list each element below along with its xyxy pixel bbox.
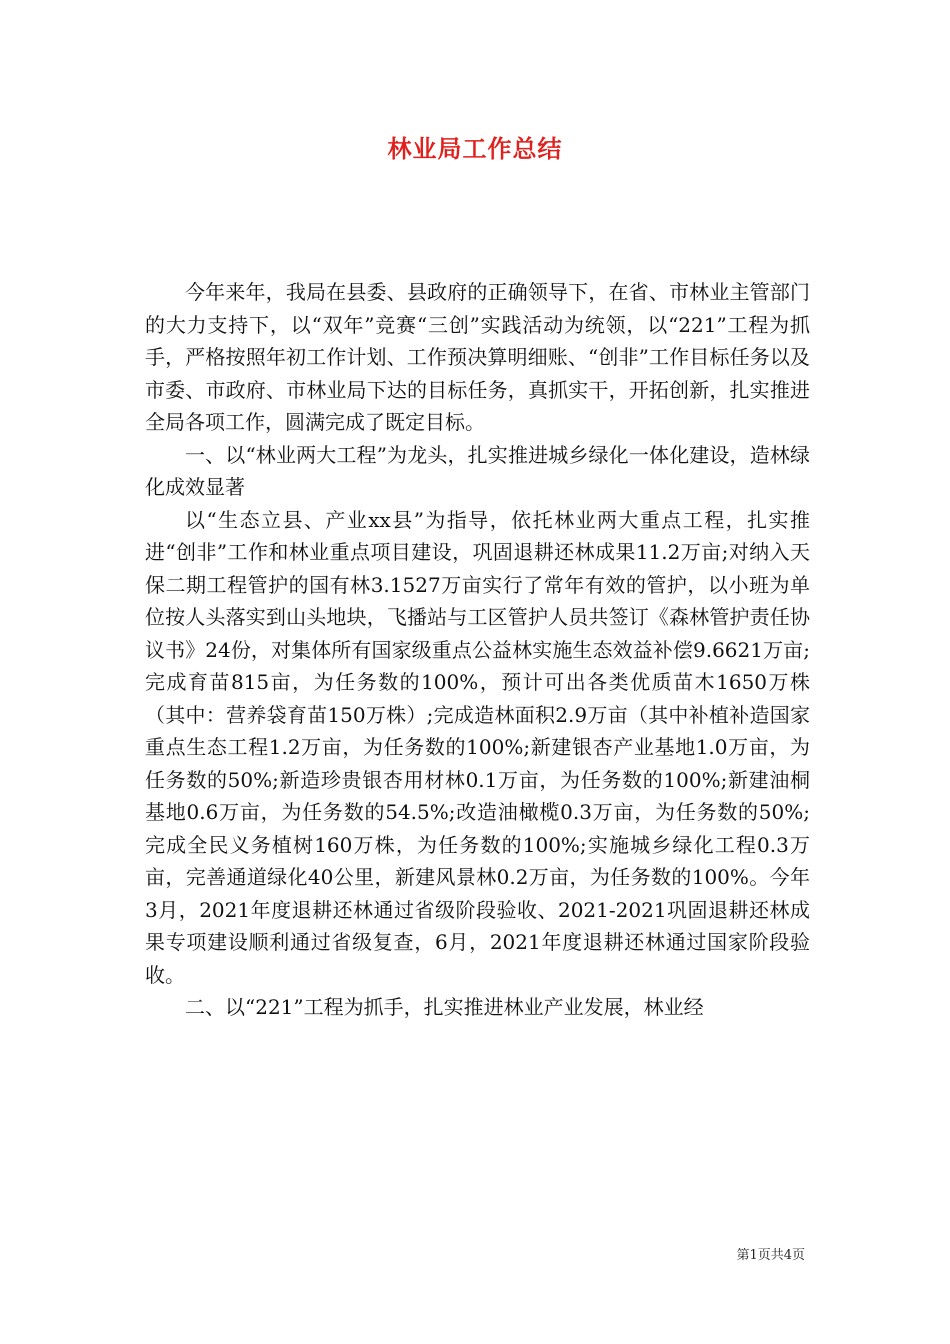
section-heading-1: 一、以“林业两大工程”为龙头，扎实推进城乡绿化一体化建设，造林绿化成效显著	[145, 442, 810, 499]
section-heading-2: 二、以“221”工程为抓手，扎实推进林业产业发展，林业经	[185, 995, 704, 1019]
paragraph-section-1: 以“生态立县、产业xx县”为指导，依托林业两大重点工程，扎实推进“创非”工作和林业重点项目建设，巩固退耕还林成果11.2万亩;对纳入天保二期工程管护的国有林3.1527万亩实行了常年有效的管护，以小班为单位按人头落实到山头地块，飞播站与工区管护人员共签订《森林管护责任协议书》24份，对集体所有国家级重点公益林实施生态效益补偿9.6621万亩;完成育苗815亩，为任务数的100%，预计可出各类优质苗木1650万株（其中：营养袋育苗150万株）;完成造林面积2.9万亩（其中补植补造国家重点生态工程1.2万亩，为任务数的100%;新建银杏产业基地1.0万亩，为任务数的50%;新造珍贵银杏用材林0.1万亩，为任务数的100%;新建油桐基地0.6万亩，为任务数的54.5%;改造油橄榄0.3万亩，为任务数的50%;完成全民义务植树160万株，为任务数的100%;实施城乡绿化工程0.3万亩，完善通道绿化40公里，新建风景林0.2万亩，为任务数的100%。今年3月，2021年度退耕还林通过省级阶段验收、2021-2021巩固退耕还林成果专项建设顺利通过省级复查，6月，2021年度退耕还林通过国家阶段验收。	[145, 507, 810, 987]
paragraph-intro: 今年来年，我局在县委、县政府的正确领导下，在省、市林业主管部门的大力支持下，以“双年”竞赛“三创”实践活动为统领，以“221”工程为抓手，严格按照年初工作计划、工作预决算明细账、“创非”工作目标任务以及市委、市政府、市林业局下达的目标任务，真抓实干，开拓创新，扎实推进全局各项工作，圆满完成了既定目标。	[145, 280, 810, 434]
page-title: 林业局工作总结	[387, 135, 563, 163]
page-footer: 第1页共4页	[736, 1248, 805, 1263]
document-body	[145, 276, 810, 1024]
